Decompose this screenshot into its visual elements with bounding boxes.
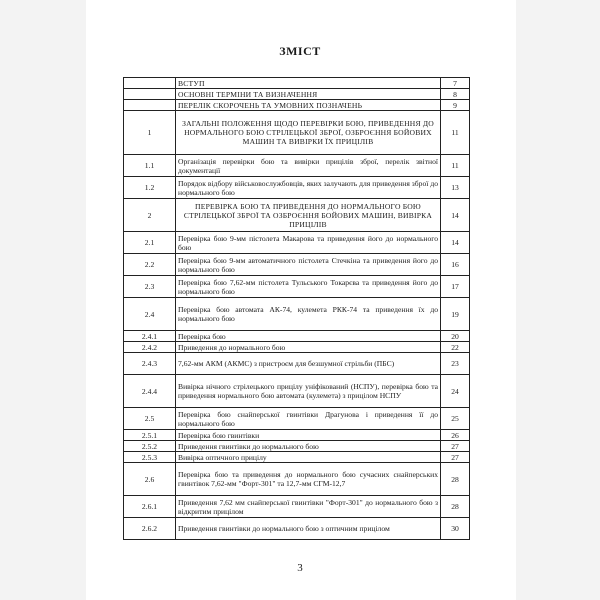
toc-row — [124, 276, 470, 298]
toc-row — [124, 342, 470, 353]
toc-page-number: 26 — [441, 430, 470, 441]
toc-section-number: 2.4.3 — [124, 353, 176, 375]
toc-section-number — [124, 89, 176, 100]
toc-section-title: Перевірка бою снайперської гвинтівки Драгунова і приведення її до нормального бою — [176, 408, 441, 430]
toc-page-number: 27 — [441, 441, 470, 452]
toc-section-title: ОСНОВНІ ТЕРМІНИ ТА ВИЗНАЧЕННЯ — [176, 89, 441, 100]
toc-page-number: 11 — [441, 155, 470, 177]
toc-section-title: Приведення 7,62 мм снайперської гвинтівки "Форт-301" до нормального бою з відкритим прицілом — [176, 496, 441, 518]
table-of-contents — [123, 77, 470, 540]
toc-page-number: 27 — [441, 452, 470, 463]
toc-section-number: 2.5.1 — [124, 430, 176, 441]
toc-row — [124, 430, 470, 441]
toc-body — [124, 78, 470, 540]
toc-page-number: 22 — [441, 342, 470, 353]
toc-row — [124, 78, 470, 89]
toc-section-number: 1.1 — [124, 155, 176, 177]
toc-row — [124, 89, 470, 100]
toc-section-title: Приведення до нормального бою — [176, 342, 441, 353]
toc-page-number: 17 — [441, 276, 470, 298]
toc-section-number: 2.6 — [124, 463, 176, 496]
toc-row — [124, 177, 470, 199]
toc-section-title: ПЕРЕВІРКА БОЮ ТА ПРИВЕДЕННЯ ДО НОРМАЛЬНОГО БОЮ СТРІЛЕЦЬКОЇ ЗБРОЇ ТА ОЗБРОЄННЯ БОЙОВИХ МАШИН, ВИВІРКА ПРИЦІЛІВ — [176, 199, 441, 232]
toc-section-number: 2.4.1 — [124, 331, 176, 342]
toc-row — [124, 441, 470, 452]
toc-row — [124, 155, 470, 177]
toc-section-title: Перевірка бою — [176, 331, 441, 342]
toc-row — [124, 199, 470, 232]
toc-row — [124, 298, 470, 331]
toc-page-number: 19 — [441, 298, 470, 331]
toc-section-number — [124, 78, 176, 89]
toc-page-number: 30 — [441, 518, 470, 540]
toc-section-number: 2.4.4 — [124, 375, 176, 408]
toc-section-title: Перевірка бою 9-мм пістолета Макарова та приведення його до нормального бою — [176, 232, 441, 254]
toc-page-number: 25 — [441, 408, 470, 430]
toc-section-title: Перевірка бою гвинтівки — [176, 430, 441, 441]
toc-section-number: 2.5.3 — [124, 452, 176, 463]
toc-section-title: Порядок відбору військовослужбовців, яких залучають для приведення зброї до нормального бою — [176, 177, 441, 199]
toc-section-title: ПЕРЕЛІК СКОРОЧЕНЬ ТА УМОВНИХ ПОЗНАЧЕНЬ — [176, 100, 441, 111]
toc-row — [124, 111, 470, 155]
toc-page-number: 24 — [441, 375, 470, 408]
page-title: ЗМІСТ — [279, 44, 321, 58]
toc-section-number: 2.6.2 — [124, 518, 176, 540]
toc-section-number: 2.5.2 — [124, 441, 176, 452]
toc-section-number: 2.3 — [124, 276, 176, 298]
toc-page-number: 13 — [441, 177, 470, 199]
toc-row — [124, 353, 470, 375]
toc-page-number: 23 — [441, 353, 470, 375]
toc-row — [124, 100, 470, 111]
toc-page-number: 28 — [441, 463, 470, 496]
toc-row — [124, 496, 470, 518]
toc-row — [124, 463, 470, 496]
toc-page-number: 20 — [441, 331, 470, 342]
toc-row — [124, 331, 470, 342]
toc-section-title: Перевірка бою та приведення до нормального бою сучасних снайперських гвинтівок 7,62-мм "Форт-301" та 12,7-мм СГМ-12,7 — [176, 463, 441, 496]
toc-row — [124, 452, 470, 463]
toc-section-title: Перевірка бою 9-мм автоматичного пістолета Стечкіна та приведення його до нормального бою — [176, 254, 441, 276]
toc-page-number: 9 — [441, 100, 470, 111]
toc-page-number: 16 — [441, 254, 470, 276]
toc-page-number: 11 — [441, 111, 470, 155]
toc-section-number: 1.2 — [124, 177, 176, 199]
toc-section-number: 2.4 — [124, 298, 176, 331]
toc-page-number: 14 — [441, 199, 470, 232]
toc-section-number: 2.5 — [124, 408, 176, 430]
toc-section-number: 2.4.2 — [124, 342, 176, 353]
toc-row — [124, 232, 470, 254]
toc-section-title: Вивірка нічного стрілецького прицілу уніфікований (НСПУ), перевірка бою та приведення нормального бою автомата (кулемета) з прицілом НСПУ — [176, 375, 441, 408]
toc-section-title: Перевірка бою автомата АК-74, кулемета РКК-74 та приведення їх до нормального бою — [176, 298, 441, 331]
toc-section-number: 2 — [124, 199, 176, 232]
toc-section-title: ВСТУП — [176, 78, 441, 89]
toc-page-number: 28 — [441, 496, 470, 518]
toc-section-title: Приведення гвинтівки до нормального бою з оптичним прицілом — [176, 518, 441, 540]
toc-section-number: 2.2 — [124, 254, 176, 276]
toc-section-title: Перевірка бою 7,62-мм пістолета Тульського Токарєва та приведення його до нормального бою — [176, 276, 441, 298]
toc-section-title: Приведення гвинтівки до нормального бою — [176, 441, 441, 452]
toc-section-title: 7,62-мм АКМ (АКМС) з пристроєм для безшумної стрільби (ПБС) — [176, 353, 441, 375]
toc-section-title: Організація перевірки бою та вивірки прицілів зброї, перелік звітної документації — [176, 155, 441, 177]
toc-section-title: ЗАГАЛЬНІ ПОЛОЖЕННЯ ЩОДО ПЕРЕВІРКИ БОЮ, ПРИВЕДЕННЯ ДО НОРМАЛЬНОГО БОЮ СТРІЛЕЦЬКОЇ ЗБРОЇ, ОЗБРОЄННЯ БОЙОВИХ МАШИН ТА ВИВІРКИ ЇХ ПРИЦІЛІВ — [176, 111, 441, 155]
toc-section-number: 2.6.1 — [124, 496, 176, 518]
toc-row — [124, 375, 470, 408]
toc-row — [124, 254, 470, 276]
toc-row — [124, 518, 470, 540]
toc-page-number: 7 — [441, 78, 470, 89]
toc-section-number: 2.1 — [124, 232, 176, 254]
toc-section-title: Вивірка оптичного прицілу — [176, 452, 441, 463]
toc-section-number — [124, 100, 176, 111]
toc-page-number: 14 — [441, 232, 470, 254]
page-number: 3 — [297, 562, 303, 574]
toc-section-number: 1 — [124, 111, 176, 155]
toc-row — [124, 408, 470, 430]
toc-page-number: 8 — [441, 89, 470, 100]
